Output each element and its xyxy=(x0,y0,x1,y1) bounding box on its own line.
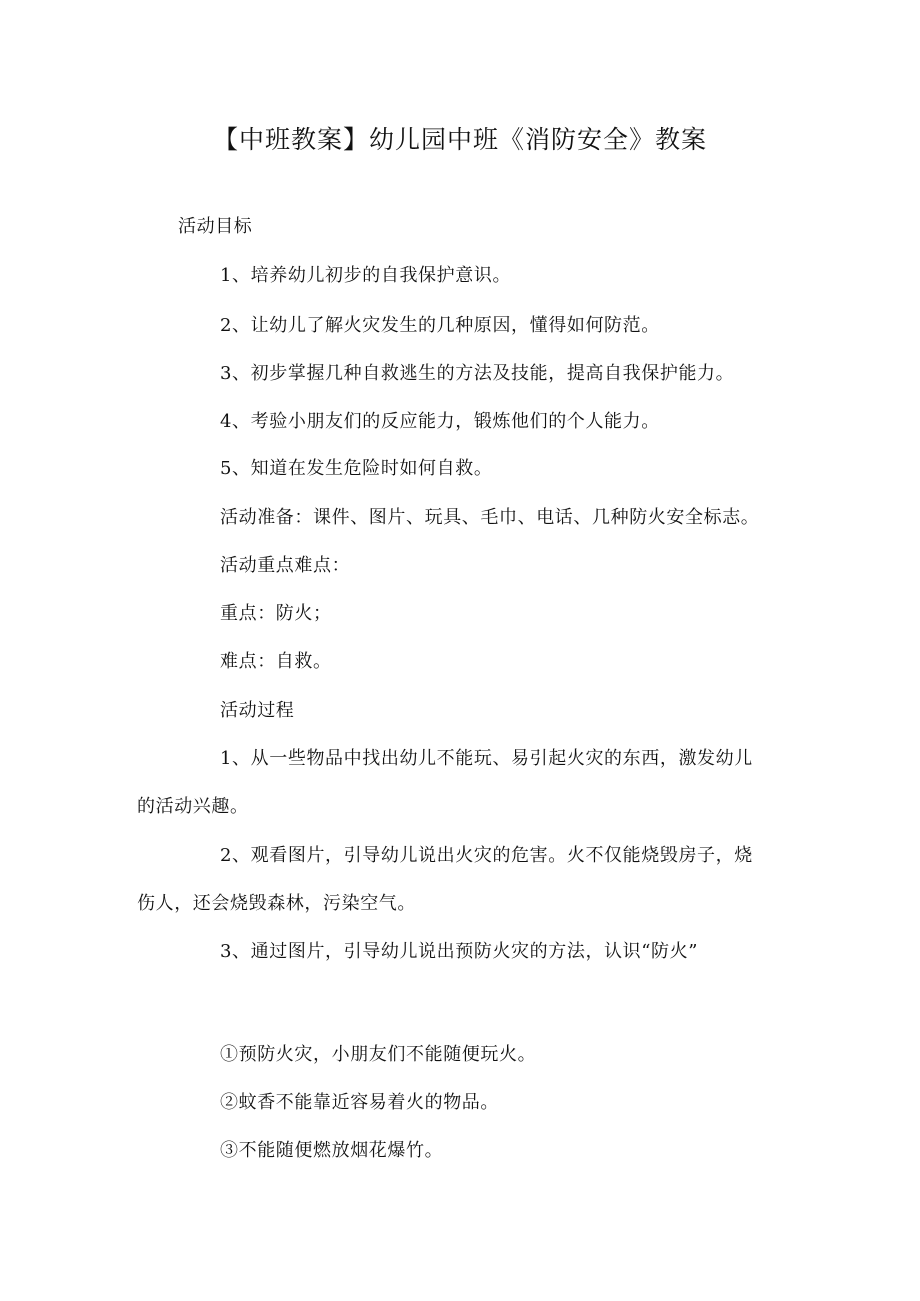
tip-item-3: ③不能随便燃放烟花爆竹。 xyxy=(220,1140,444,1161)
key-point-line: 重点：防火； xyxy=(220,603,332,624)
tip-item-1: ①预防火灾，小朋友们不能随便玩火。 xyxy=(220,1044,537,1065)
process-item-3-line-1: 3、通过图片，引导幼儿说出预防火灾的方法，认识“防火” xyxy=(220,941,699,962)
process-item-1-line-2: 的活动兴趣。 xyxy=(137,796,249,817)
tip-item-2: ②蚊香不能靠近容易着火的物品。 xyxy=(220,1092,499,1113)
document-title: 【中班教案】幼儿园中班《消防安全》教案 xyxy=(212,125,707,154)
goal-item-2: 2、让幼儿了解火灾发生的几种原因，懂得如何防范。 xyxy=(220,315,660,336)
preparation-line: 活动准备：课件、图片、玩具、毛巾、电话、几种防火安全标志。 xyxy=(220,507,760,528)
section-heading-goals: 活动目标 xyxy=(178,216,253,237)
goal-item-4: 4、考验小朋友们的反应能力，锻炼他们的个人能力。 xyxy=(220,411,660,432)
goal-item-3: 3、初步掌握几种自救逃生的方法及技能，提高自我保护能力。 xyxy=(220,363,735,384)
key-points-heading: 活动重点难点： xyxy=(220,555,351,576)
process-item-2-line-1: 2、观看图片，引导幼儿说出火灾的危害。火不仅能烧毁房子，烧 xyxy=(220,845,753,866)
goal-item-1: 1、培养幼儿初步的自我保护意识。 xyxy=(220,265,512,286)
difficulty-line: 难点：自救。 xyxy=(220,651,332,672)
process-item-2-line-2: 伤人，还会烧毁森林，污染空气。 xyxy=(137,893,416,914)
section-heading-process: 活动过程 xyxy=(220,700,295,721)
process-item-1-line-1: 1、从一些物品中找出幼儿不能玩、易引起火灾的东西，激发幼儿 xyxy=(220,748,753,769)
goal-item-5: 5、知道在发生危险时如何自救。 xyxy=(220,458,493,479)
